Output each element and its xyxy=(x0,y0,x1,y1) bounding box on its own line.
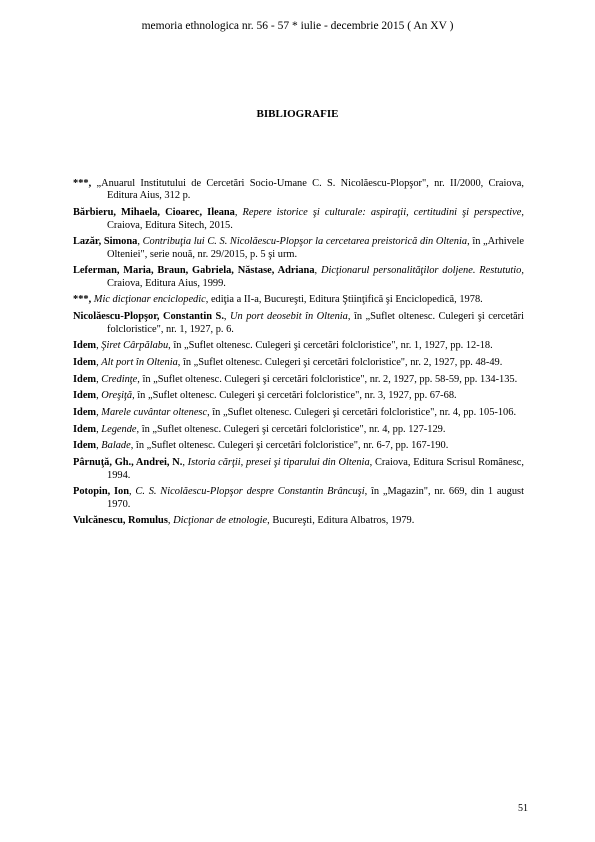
page-number: 51 xyxy=(518,803,528,814)
entry-details: , în „Arhivele Olteniei", serie nouă, nr. 29/2015, p. 5 şi urm. xyxy=(107,236,525,260)
entry-details: , Craiova, Editura Scrisul Românesc, 1994. xyxy=(107,457,524,481)
bibliography-entry-2: Bărbieru, Mihaela, Cioarec, Ileana, Repere istorice şi culturale: aspiraţii, certitudini şi perspective, Craiova, Editura Sitech, 2015. xyxy=(73,207,524,231)
bibliography-entry-16: Vulcănescu, Romulus, Dicţionar de etnologie, Bucureşti, Editura Albatros, 1979. xyxy=(73,515,415,527)
bibliography-entry-4: Leferman, Maria, Braun, Gabriela, Năstase, Adriana, Dicţionarul personalităţilor doljene. Restututio, Craiova, Editura Aius, 1999. xyxy=(73,265,524,289)
bibliography-entry-10: Idem, Oreşiţă, în „Suflet oltenesc. Culegeri şi cercetări folcloristice", nr. 3, 1927, pp. 67-68. xyxy=(73,390,457,402)
running-header: memoria ethnologica nr. 56 - 57 * iulie - decembrie 2015 ( An XV ) xyxy=(141,20,454,32)
entry-details: , Craiova, Editura Aius, 1999. xyxy=(107,265,524,289)
entry-author: Idem xyxy=(73,423,97,435)
bibliography-entry-13: Idem, Balade, în „Suflet oltenesc. Culegeri şi cercetări folcloristice", nr. 6-7, pp. 167-190. xyxy=(73,440,449,452)
entry-author: Idem xyxy=(73,373,97,385)
entry-author: ***, xyxy=(73,178,92,189)
entry-title: Istoria cărţii, presei şi tiparului din Oltenia xyxy=(187,457,370,469)
entry-title: C. S. Nicolăescu-Plopşor despre Constantin Brâncuşi xyxy=(135,486,365,498)
bibliography-entry-3: Lazăr, Simona, Contribuţia lui C. S. Nicolăescu-Plopşor la cercetarea preistorică din Oltenia, în „Arhivele Olteniei", serie nouă, nr. 29/2015, p. 5 şi urm. xyxy=(73,236,525,260)
entry-title: Balade xyxy=(101,440,131,452)
entry-title: Legende xyxy=(101,423,137,435)
entry-author: Leferman, Maria, Braun, Gabriela, Năstase, Adriana xyxy=(73,265,315,277)
entry-details: , în „Suflet oltenesc. Culegeri şi cercetări folcloristice", nr. 6-7, pp. 167-190. xyxy=(130,440,449,452)
entry-title: Credinţe xyxy=(101,373,138,385)
entry-author: Pârnuţă, Gh., Andrei, N. xyxy=(73,457,183,469)
entry-author: Nicolăescu-Plopşor, Constantin S. xyxy=(73,311,224,323)
entry-title: Contribuţia lui C. S. Nicolăescu-Plopşor la cercetarea preistorică din Oltenia xyxy=(142,236,468,248)
bibliography-list xyxy=(73,178,524,532)
entry-author: Potopin, Ion xyxy=(73,486,130,498)
entry-title: Alt port în Oltenia xyxy=(101,356,178,368)
bibliography-entry-1 xyxy=(73,178,524,203)
entry-author: Lazăr, Simona xyxy=(73,236,138,248)
entry-details: , în „Suflet oltenesc. Culegeri şi cercetări folcloristice", nr. 2, 1927, pp. 48-49. xyxy=(177,356,503,368)
entry-details: , în „Magazin", nr. 669, din 1 august 1970. xyxy=(107,486,524,510)
bibliography-entry-14: Pârnuţă, Gh., Andrei, N., Istoria cărţii, presei şi tiparului din Oltenia, Craiova, Editura Scrisul Românesc, 1994. xyxy=(73,457,524,481)
entry-details: , ediţia a II-a, Bucureşti, Editura Ştiinţifică şi Enciclopedică, 1978. xyxy=(205,294,483,306)
bibliography-entry-8: Idem, Alt port în Oltenia, în „Suflet oltenesc. Culegeri şi cercetări folcloristice", nr. 2, 1927, pp. 48-49. xyxy=(73,356,503,368)
entry-details: , Craiova, Editura Sitech, 2015. xyxy=(107,207,524,231)
bibliography-entry-9: Idem, Credinţe, în „Suflet oltenesc. Culegeri şi cercetări folcloristice", nr. 2, 1927, pp. 58-59, pp. 134-135. xyxy=(73,373,518,385)
entry-title: Dicţionar de etnologie xyxy=(173,515,268,527)
entry-details: , în „Suflet oltenesc. Culegeri şi cercetări folcloristice", nr. 3, 1927, pp. 67-68. xyxy=(132,390,457,402)
bibliography-entry-12: Idem, Legende, în „Suflet oltenesc. Culegeri şi cercetări folcloristice", nr. 4, pp. 127-129. xyxy=(73,423,446,435)
entry-author: Bărbieru, Mihaela, Cioarec, Ileana xyxy=(73,207,235,219)
entry-title: Repere istorice şi culturale: aspiraţii, certitudini şi perspective xyxy=(242,207,522,219)
entry-details: , în „Suflet oltenesc. Culegeri şi cercetări folcloristice", nr. 2, 1927, pp. 58-59, pp. 134-135. xyxy=(137,373,518,385)
entry-title: Mic dicţionar enciclopedic xyxy=(93,294,206,306)
entry-details: , în „Suflet oltenesc. Culegeri şi cercetări folcloristice", nr. 1, 1927, pp. 12-18. xyxy=(168,340,493,352)
entry-author: Idem xyxy=(73,356,97,368)
bibliography-entry-7: Idem, Şiret Cârpălabu, în „Suflet oltenesc. Culegeri şi cercetări folcloristice", nr. 1, 1927, pp. 12-18. xyxy=(73,340,493,352)
entry-author: Idem xyxy=(73,440,97,452)
bibliography-entry-15: Potopin, Ion, C. S. Nicolăescu-Plopşor despre Constantin Brâncuşi, în „Magazin", nr. 669, din 1 august 1970. xyxy=(73,486,524,510)
entry-title: Un port deosebit în Oltenia xyxy=(230,311,348,323)
bibliography-entry-5 xyxy=(73,294,524,306)
entry-author: ***, xyxy=(73,294,92,306)
entry-details: , în „Suflet oltenesc. Culegeri şi cercetări folcloristice", nr. 4, pp. 105-106. xyxy=(207,407,517,419)
entry-title: Oreşiţă xyxy=(101,390,133,402)
entry-details: , în „Suflet oltenesc. Culegeri şi cercetări folcloristice", nr. 1, 1927, p. 6. xyxy=(107,311,524,335)
entry-details: , Bucureşti, Editura Albatros, 1979. xyxy=(267,515,415,527)
entry-author: Idem xyxy=(73,340,97,352)
section-title: BIBLIOGRAFIE xyxy=(256,108,339,120)
entry-details: , în „Suflet oltenesc. Culegeri şi cercetări folcloristice", nr. 4, pp. 127-129. xyxy=(136,423,446,435)
entry-title: Marele cuvântar oltenesc xyxy=(101,407,208,419)
entry-author: Vulcănescu, Romulus xyxy=(73,515,168,527)
entry-author: Idem xyxy=(73,390,97,402)
entry-title: Şiret Cârpălabu xyxy=(101,340,169,352)
entry-title: Dicţionarul personalităţilor doljene. Restututio xyxy=(320,265,522,277)
bibliography-entry-11: Idem, Marele cuvântar oltenesc, în „Suflet oltenesc. Culegeri şi cercetări folcloristice", nr. 4, pp. 105-106. xyxy=(73,407,517,419)
entry-details: „Anuarul Institutului de Cercetări Socio-Umane C. S. Nicolăescu-Plopşor", nr. II/2000, Craiova, Editura Aius, 312 p. xyxy=(91,178,524,202)
entry-author: Idem xyxy=(73,407,97,419)
bibliography-entry-6: Nicolăescu-Plopşor, Constantin S., Un port deosebit în Oltenia, în „Suflet oltenesc. Culegeri şi cercetări folcloristice", nr. 1, 1927, p. 6. xyxy=(73,311,524,335)
